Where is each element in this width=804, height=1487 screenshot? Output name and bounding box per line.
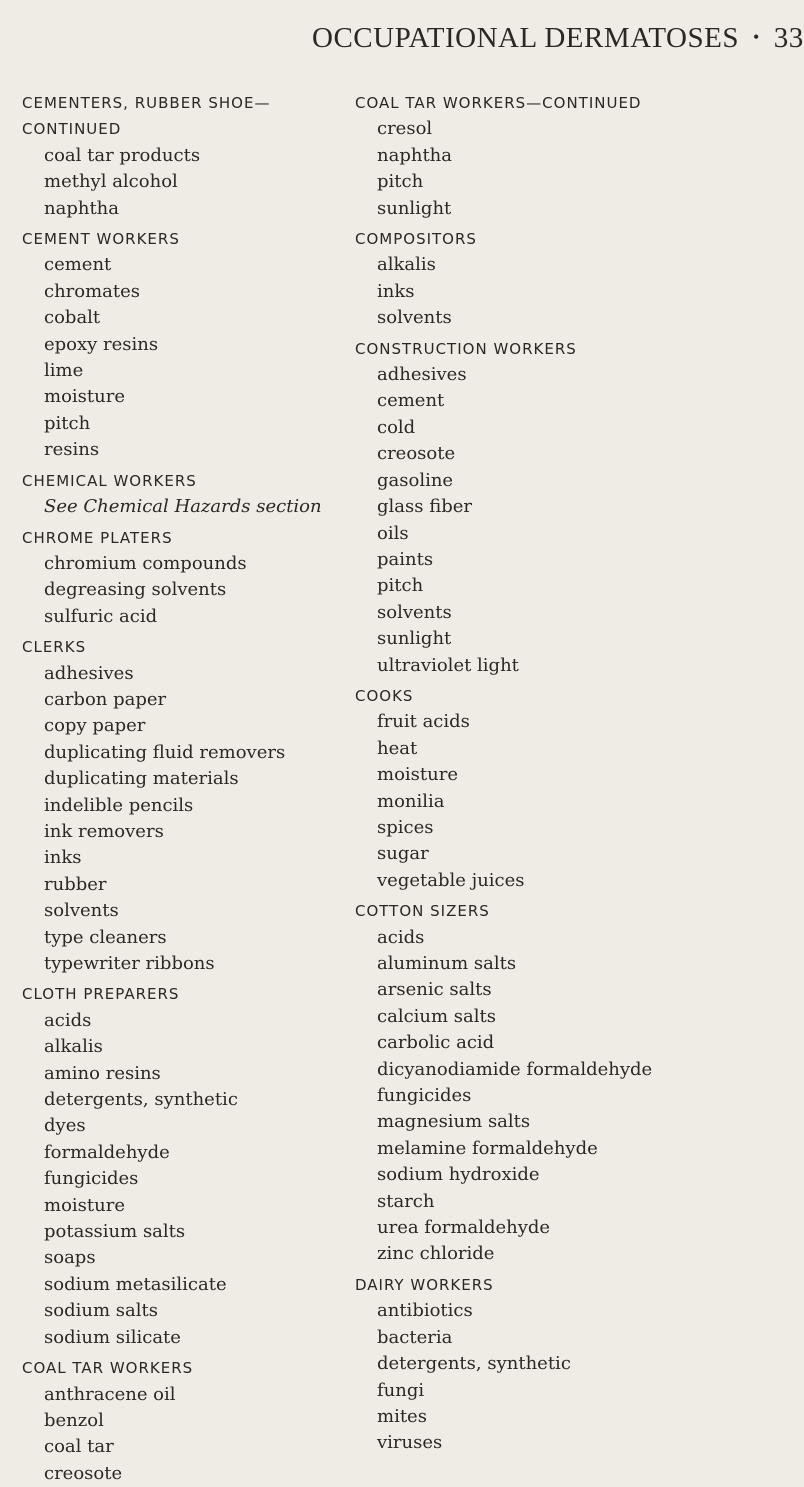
- occupation-section-chemical-workers: [22, 468, 342, 521]
- hazard-item: adhesives: [377, 364, 467, 386]
- hazard-item: ink removers: [44, 820, 164, 842]
- hazard-item: oils: [377, 522, 409, 544]
- occupation-section-cement-workers: [22, 226, 342, 464]
- hazard-item: pitch: [44, 412, 91, 434]
- hazard-item: starch: [377, 1190, 435, 1212]
- hazard-item: coal tar products: [44, 144, 201, 166]
- hazard-item: creosote: [44, 1462, 123, 1484]
- occupation-heading: CHROME PLATERS: [22, 528, 173, 547]
- hazard-item: type cleaners: [44, 926, 167, 948]
- hazard-item: adhesives: [44, 662, 134, 684]
- hazard-item: lime: [44, 360, 84, 382]
- hazard-item: arsenic salts: [377, 979, 492, 1001]
- hazard-item: cement: [377, 390, 445, 412]
- hazard-item: inks: [44, 847, 82, 869]
- occupation-heading: DAIRY WORKERS: [355, 1275, 494, 1294]
- hazard-item: cold: [377, 416, 416, 438]
- hazard-item: aluminum salts: [377, 953, 517, 974]
- hazard-item: detergents, synthetic: [44, 1089, 238, 1111]
- hazard-item: heat: [377, 737, 418, 759]
- occupation-heading: COAL TAR WORKERS: [22, 1359, 194, 1378]
- hazard-item: moisture: [377, 764, 458, 786]
- hazard-item: sodium metasilicate: [44, 1273, 227, 1295]
- occupation-section-construction-workers: [355, 336, 795, 679]
- hazard-item: carbon paper: [44, 688, 167, 710]
- hazard-item: duplicating materials: [44, 768, 239, 790]
- hazard-item: sodium salts: [44, 1300, 158, 1322]
- hazard-item: solvents: [44, 900, 119, 922]
- occupation-heading: CHEMICAL WORKERS: [22, 471, 197, 490]
- hazard-item: urea formaldehyde: [377, 1217, 551, 1239]
- hazard-item: acids: [377, 926, 425, 948]
- page-number: 33: [773, 22, 804, 54]
- occupation-heading: CONSTRUCTION WORKERS: [355, 339, 577, 358]
- hazard-item: indelible pencils: [44, 794, 194, 816]
- hazard-item: rubber: [44, 873, 107, 895]
- occupation-heading: COTTON SIZERS: [355, 902, 490, 921]
- hazard-item: magnesium salts: [377, 1111, 531, 1133]
- hazard-item: typewriter ribbons: [44, 953, 215, 974]
- hazard-item: inks: [377, 280, 415, 302]
- hazard-item: glass fiber: [377, 496, 472, 518]
- hazard-item: chromium compounds: [44, 552, 247, 574]
- hazard-item: coal tar: [44, 1436, 114, 1458]
- hazard-item: copy paper: [44, 715, 146, 737]
- occupation-section-cotton-sizers: [355, 898, 795, 1268]
- left-column: [22, 86, 342, 1487]
- occupation-section-compositors: [355, 226, 795, 332]
- occupation-heading: CEMENT WORKERS: [22, 230, 180, 249]
- occupation-section-cloth-preparers: [22, 981, 342, 1351]
- hazard-item: resins: [44, 439, 100, 461]
- occupation-section-coal-tar-workers-continued: [355, 90, 795, 222]
- occupation-section-clerks: [22, 634, 342, 977]
- hazard-item: cresol: [377, 118, 433, 140]
- occupation-heading: CLERKS: [22, 638, 87, 657]
- hazard-item: ultraviolet light: [377, 654, 519, 676]
- hazard-item: spices: [377, 816, 434, 838]
- hazard-item: viruses: [377, 1432, 443, 1454]
- hazard-item: acids: [44, 1009, 92, 1031]
- hazard-item: moisture: [44, 386, 125, 408]
- hazard-item: duplicating fluid removers: [44, 741, 286, 763]
- hazard-item: monilia: [377, 790, 445, 812]
- hazard-item: creosote: [377, 443, 456, 465]
- hazard-item: fungi: [377, 1379, 425, 1401]
- hazard-item: detergents, synthetic: [377, 1353, 571, 1375]
- hazard-item: sunlight: [377, 197, 452, 219]
- hazard-item: antibiotics: [377, 1300, 473, 1322]
- hazard-item: alkalis: [377, 254, 436, 276]
- occupation-section-chrome-platers: [22, 525, 342, 631]
- hazard-item: sugar: [377, 843, 429, 865]
- hazard-item: potassium salts: [44, 1221, 186, 1243]
- hazard-item: cement: [44, 254, 112, 276]
- hazard-item: sodium hydroxide: [377, 1164, 540, 1186]
- hazard-item: fungicides: [377, 1085, 472, 1107]
- occupation-heading: COAL TAR WORKERS—CONTINUED: [355, 94, 642, 112]
- hazard-item: dicyanodiamide formaldehyde: [377, 1058, 653, 1080]
- hazard-item: sulfuric acid: [44, 605, 158, 627]
- hazard-item: paints: [377, 548, 434, 570]
- hazard-item: epoxy resins: [44, 333, 159, 355]
- hazard-item: anthracene oil: [44, 1383, 176, 1405]
- occupation-heading: CLOTH PREPARERS: [22, 985, 180, 1004]
- right-column: [355, 86, 795, 1457]
- hazard-item: solvents: [377, 601, 452, 623]
- occupation-section-cooks: [355, 683, 795, 894]
- see-reference: See Chemical Hazards section: [44, 496, 322, 518]
- hazard-item: sodium silicate: [44, 1326, 181, 1348]
- hazard-item: fruit acids: [377, 711, 470, 733]
- hazard-item: alkalis: [44, 1036, 103, 1058]
- occupation-heading: COOKS: [355, 686, 414, 705]
- running-title: OCCUPATIONAL DERMATOSES: [312, 22, 739, 54]
- hazard-item: naphtha: [44, 197, 119, 219]
- hazard-item: calcium salts: [377, 1005, 496, 1027]
- hazard-item: cobalt: [44, 307, 101, 329]
- occupation-section-coal-tar-workers: [22, 1355, 342, 1487]
- hazard-item: moisture: [44, 1194, 125, 1216]
- occupation-section-cementers-rubber-shoe-continued: [22, 90, 342, 222]
- hazard-item: gasoline: [377, 469, 454, 491]
- hazard-item: amino resins: [44, 1062, 161, 1084]
- hazard-item: vegetable juices: [377, 869, 525, 891]
- hazard-item: benzol: [44, 1409, 104, 1431]
- hazard-item: melamine formaldehyde: [377, 1137, 598, 1159]
- hazard-item: naphtha: [377, 144, 452, 166]
- hazard-item: formaldehyde: [44, 1141, 170, 1163]
- hazard-item: pitch: [377, 171, 424, 193]
- hazard-item: chromates: [44, 280, 141, 302]
- hazard-item: carbolic acid: [377, 1032, 495, 1054]
- hazard-item: pitch: [377, 575, 424, 597]
- occupation-heading: CEMENTERS, RUBBER SHOE—CONTINUED: [22, 94, 271, 139]
- hazard-item: dyes: [44, 1115, 86, 1137]
- hazard-item: sunlight: [377, 628, 452, 650]
- hazard-item: methyl alcohol: [44, 171, 178, 193]
- bullet-separator: •: [752, 27, 760, 47]
- hazard-item: solvents: [377, 307, 452, 329]
- hazard-item: degreasing solvents: [44, 579, 227, 601]
- hazard-item: mites: [377, 1405, 427, 1427]
- occupation-section-dairy-workers: [355, 1272, 795, 1457]
- hazard-item: bacteria: [377, 1326, 453, 1348]
- hazard-item: soaps: [44, 1247, 96, 1269]
- hazard-item: fungicides: [44, 1168, 139, 1190]
- page-header: [312, 22, 804, 55]
- hazard-item: zinc chloride: [377, 1243, 495, 1265]
- occupation-heading: COMPOSITORS: [355, 230, 477, 249]
